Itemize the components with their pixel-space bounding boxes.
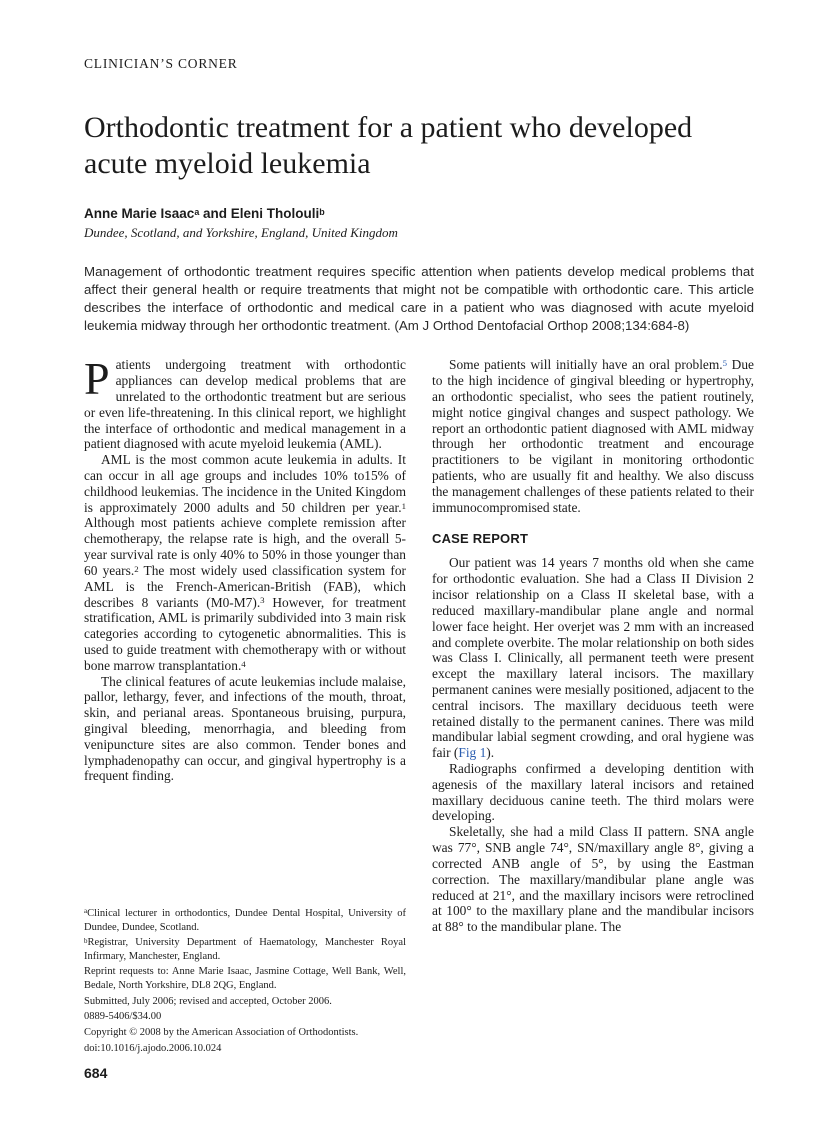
figure-link[interactable]: Fig 1 bbox=[458, 745, 487, 761]
case-description-paragraph: Our patient was 14 years 7 months old when she came for orthodontic evaluation. She had a Class II Division 2 incisor relationship on a Class II skeletal base, with a reduced maxillary-mandibular plane angle and normal lower face height. Her overjet was 2 mm with an increased and complete overbite. The molar relationship on both sides was Class I. Clinically, all permanent teeth were present except the maxillary lateral incisors. The maxillary permanent canines were mesially positioned, adjacent to the central incisors. The maxillary deciduous teeth were retained distally to the permanent canines. There was mild mandibular labial segment crowding, and oral hygiene was fair (Fig 1). bbox=[432, 555, 754, 761]
radiographs-paragraph: Radiographs confirmed a developing dentition with agenesis of the maxillary lateral incisors and retained maxillary deciduous canine teeth. The third molars were developing. bbox=[432, 761, 754, 824]
footnote-doi: doi:10.1016/j.ajodo.2006.10.024 bbox=[84, 1042, 222, 1054]
intro-paragraph bbox=[84, 357, 406, 452]
right-column bbox=[432, 357, 754, 1057]
section-label: CLINICIAN’S CORNER bbox=[84, 56, 238, 71]
affiliation-line: Dundee, Scotland, and Yorkshire, England, United Kingdom bbox=[84, 225, 398, 240]
footnote-issn-price: 0889-5406/$34.00 bbox=[84, 1011, 162, 1023]
cephalometrics-paragraph: Skeletally, she had a mild Class II pattern. SNA angle was 77°, SNB angle 74°, SN/maxillary angle 8°, giving a corrected ANB angle of 5°, by using the Eastman correction. The maxillary/mandibular plane angle was reduced at 21°, and the maxillary incisors were retroclined at 100° to the maxillary plane and the mandibular incisors at 88° to the mandibular plane. The bbox=[432, 824, 754, 935]
authors-line: Anne Marie Isaac$^a$ and Eleni Tholouli$^b$ bbox=[84, 206, 325, 221]
citation-superscript[interactable]: 5 bbox=[722, 358, 728, 369]
intro-paragraph-text: atients undergoing treatment with orthodontic appliances can develop medical problems that are unrelated to the orthodontic treatment but are serious or even life-threatening. In this clinical report, we highlight the interface of orthodontic and medical management in a patient diagnosed with acute myeloid leukemia (AML). bbox=[84, 357, 406, 452]
footnote-affiliation-b: $^b$Registrar, University Department of Haematology, Manchester Royal Infirmary, Manchester, England. bbox=[84, 937, 406, 962]
abstract-paragraph: Management of orthodontic treatment requires specific attention when patients develop medical problems that affect their general health or require treatments that might not be compatible with orthodontic care. This article describes the interface of orthodontic and medical care in a patient who was diagnosed with acute myeloid leukemia midway through her orthodontic treatment. (Am J Orthod Dentofacial Orthop 2008;134:684-8) bbox=[84, 264, 754, 334]
footnote-affiliation-a: $^a$Clinical lecturer in orthodontics, Dundee Dental Hospital, University of Dundee, Dundee, Scotland. bbox=[84, 907, 406, 933]
two-column-body bbox=[84, 357, 754, 1057]
clinical-features-paragraph: The clinical features of acute leukemias include malaise, pallor, lethargy, fever, and infections of the mouth, throat, skin, and perianal areas. Spontaneous bruising, purpura, gingival bleeding, menorrhagia, and bleeding from venipuncture sites are also common. Tender bones and lymphadenopathy can occur, and gingival hypertrophy is a frequent finding. bbox=[84, 673, 406, 784]
citation-superscript: 1 bbox=[401, 500, 406, 511]
article-title: Orthodontic treatment for a patient who developed acute myeloid leukemia bbox=[84, 111, 693, 180]
citation-superscript: 4 bbox=[241, 658, 246, 669]
citation-superscript: b bbox=[84, 937, 88, 945]
case-report-heading: CASE REPORT bbox=[432, 531, 529, 547]
citation-superscript: 3 bbox=[260, 595, 265, 606]
drop-cap: P bbox=[84, 357, 110, 405]
page-number: 684 bbox=[84, 1065, 108, 1082]
footnotes-block bbox=[84, 897, 406, 1057]
citation-superscript: a bbox=[194, 206, 200, 217]
citation-superscript: 2 bbox=[134, 563, 139, 574]
aml-overview-paragraph: AML is the most common acute leukemia in adults. It can occur in all age groups and includes 10% to15% of childhood leukemias. The incidence in the United Kingdom is approximately 2000 adults and 50 children per year.$^1$ Although most patients achieve complete remission after chemotherapy, the relapse rate is high, and the overall 5-year survival rate is only 40% to 50% in those younger than 60 years.$^2$ The most widely used classification system for AML is the French-American-British (FAB), which describes 8 variants (M0-M7).$^3$ However, for treatment stratification, AML is primarily subdivided into 3 main risk categories according to cytogenetic abnormalities. This is used to guide treatment with chemotherapy with or without bone marrow transplantation.$^4$ bbox=[84, 452, 406, 673]
citation-superscript: a bbox=[84, 908, 88, 916]
oral-problem-paragraph: Some patients will initially have an oral problem.$^5$ Due to the high incidence of gingival bleeding or hypertrophy, an orthodontic specialist, who sees the patient routinely, might notice gingival changes and suspect pathology. We report an orthodontic patient diagnosed with AML midway through her orthodontic treatment and encourage practitioners to be vigilant in monitoring orthodontic patients, who are usually fit and healthy. We also discuss the management challenges of these patients related to their immunocompromised state. bbox=[432, 357, 754, 515]
footnote-copyright: Copyright © 2008 by the American Association of Orthodontists. bbox=[84, 1027, 359, 1039]
footnote-submission: Submitted, July 2006; revised and accepted, October 2006. bbox=[84, 995, 332, 1007]
citation-superscript: b bbox=[319, 206, 325, 217]
footnote-reprint-requests: Reprint requests to: Anne Marie Isaac, Jasmine Cottage, Well Bank, Well, Bedale, North Yorkshire, DL8 2QG, England. bbox=[84, 966, 406, 992]
left-column bbox=[84, 357, 406, 1057]
